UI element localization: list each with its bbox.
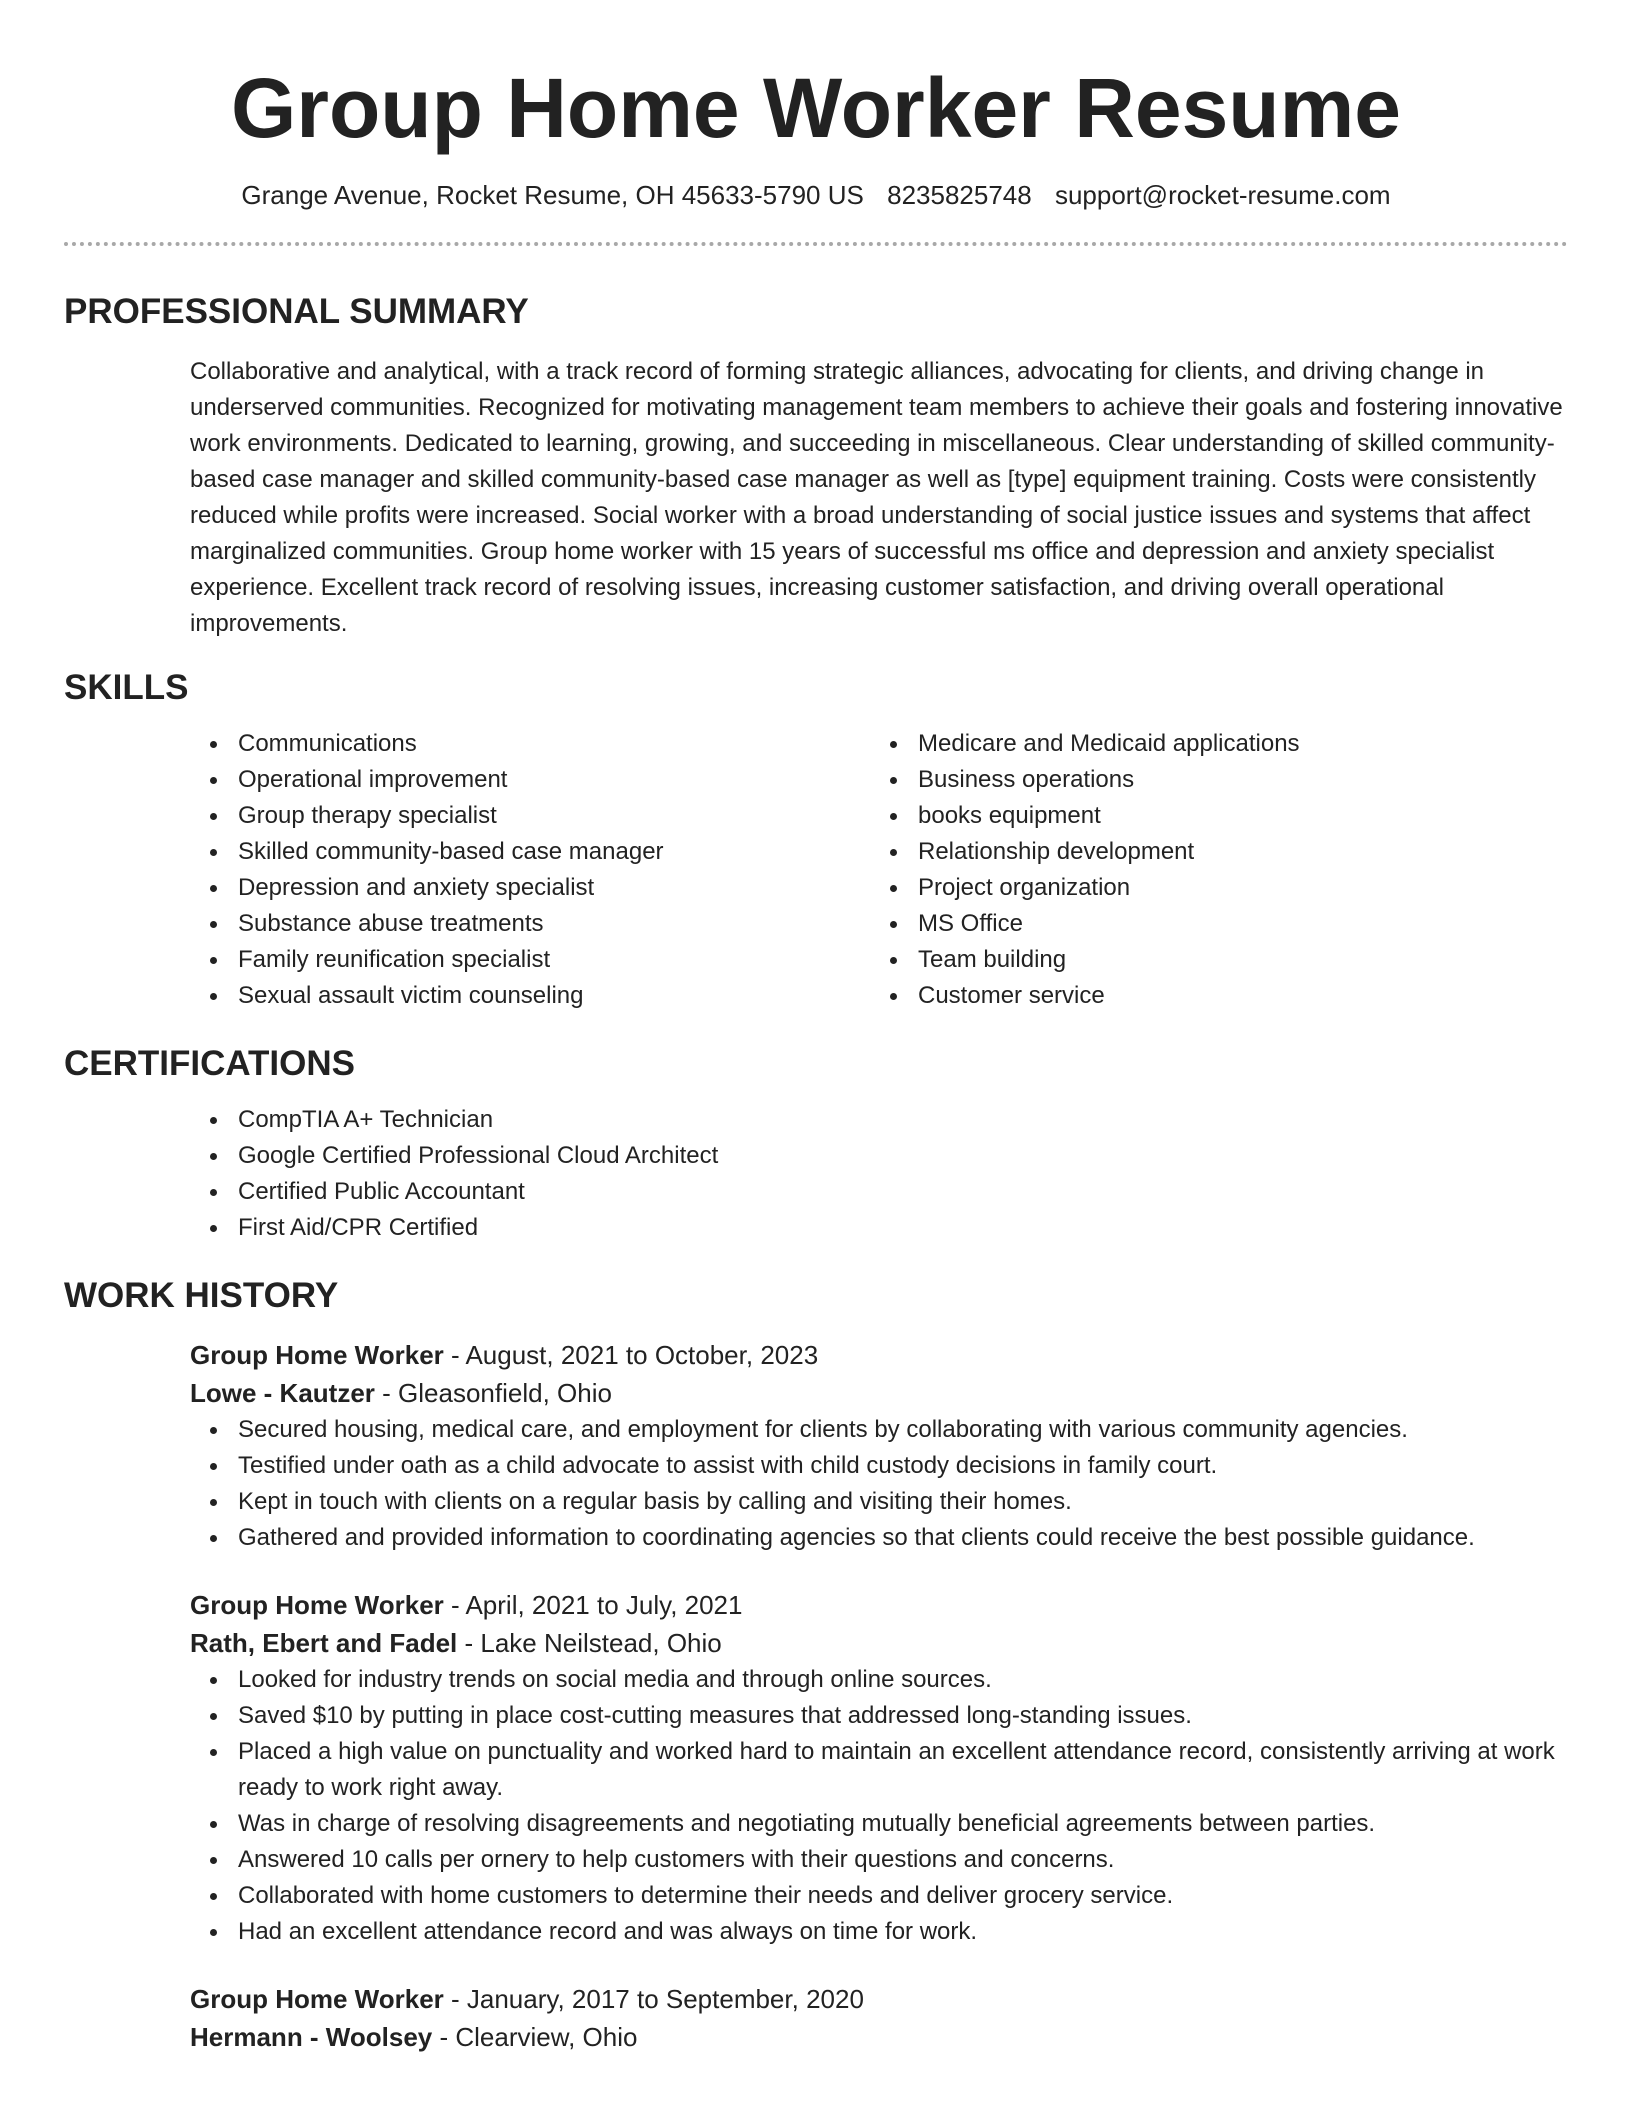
job-duty: Saved $10 by putting in place cost-cutting measures that addressed long-standing issues. bbox=[234, 1698, 1568, 1734]
job-duty: Collaborated with home customers to determine their needs and deliver grocery service. bbox=[234, 1878, 1568, 1914]
certification-item: Google Certified Professional Cloud Architect bbox=[234, 1138, 1568, 1174]
skill-item: Group therapy specialist bbox=[234, 798, 744, 834]
skill-item: Communications bbox=[234, 726, 744, 762]
job-company: Lowe - Kautzer bbox=[190, 1378, 375, 1408]
job-duty: Answered 10 calls per ornery to help customers with their questions and concerns. bbox=[234, 1842, 1568, 1878]
job-title: Group Home Worker bbox=[190, 1984, 444, 2014]
skills-list bbox=[64, 726, 1568, 1014]
summary-heading: PROFESSIONAL SUMMARY bbox=[64, 292, 529, 331]
job-title: Group Home Worker bbox=[190, 1590, 444, 1620]
job-company-line bbox=[190, 2018, 1568, 2056]
job-company-line bbox=[190, 1374, 1568, 1412]
job-dates: - January, 2017 to September, 2020 bbox=[443, 1984, 864, 2014]
job-duties bbox=[64, 1412, 1568, 1556]
contact-phone[interactable]: 8235825748 bbox=[887, 180, 1032, 210]
skills-column-right bbox=[744, 726, 1300, 1014]
job-entry bbox=[64, 1336, 1568, 1556]
skill-item: Team building bbox=[914, 942, 1300, 978]
skill-item: Skilled community-based case manager bbox=[234, 834, 744, 870]
job-title-line bbox=[190, 1586, 1568, 1624]
job-duty: Placed a high value on punctuality and worked hard to maintain an excellent attendance record, consistently arriving at work ready to work right away. bbox=[234, 1734, 1568, 1806]
job-location: - Clearview, Ohio bbox=[432, 2022, 638, 2052]
certification-item: First Aid/CPR Certified bbox=[234, 1210, 1568, 1246]
job-duty: Was in charge of resolving disagreements and negotiating mutually beneficial agreements between parties. bbox=[234, 1806, 1568, 1842]
job-title-line bbox=[190, 1980, 1568, 2018]
skill-item: Medicare and Medicaid applications bbox=[914, 726, 1300, 762]
job-entry bbox=[64, 1980, 1568, 2056]
skill-item: Relationship development bbox=[914, 834, 1300, 870]
certification-item: Certified Public Accountant bbox=[234, 1174, 1568, 1210]
header-divider bbox=[64, 242, 1568, 246]
job-dates: - April, 2021 to July, 2021 bbox=[443, 1590, 743, 1620]
job-company: Rath, Ebert and Fadel bbox=[190, 1628, 458, 1658]
skill-item: books equipment bbox=[914, 798, 1300, 834]
job-duty: Testified under oath as a child advocate to assist with child custody decisions in family court. bbox=[234, 1448, 1568, 1484]
job-location: - Gleasonfield, Ohio bbox=[374, 1378, 612, 1408]
job-title: Group Home Worker bbox=[190, 1340, 444, 1370]
contact-email[interactable]: support@rocket-resume.com bbox=[1054, 180, 1391, 210]
job-duty: Secured housing, medical care, and employment for clients by collaborating with various community agencies. bbox=[234, 1412, 1568, 1448]
resume-page bbox=[64, 0, 1568, 2056]
certifications-heading: CERTIFICATIONS bbox=[64, 1044, 356, 1083]
certification-item: CompTIA A+ Technician bbox=[234, 1102, 1568, 1138]
skill-item: Family reunification specialist bbox=[234, 942, 744, 978]
job-duty: Gathered and provided information to coordinating agencies so that clients could receive the best possible guidance. bbox=[234, 1520, 1568, 1556]
job-company-line bbox=[190, 1624, 1568, 1662]
work-history-heading: WORK HISTORY bbox=[64, 1276, 339, 1315]
contact-address: Grange Avenue, Rocket Resume, OH 45633-5790 US bbox=[241, 180, 864, 210]
skill-item: Depression and anxiety specialist bbox=[234, 870, 744, 906]
job-duty: Had an excellent attendance record and was always on time for work. bbox=[234, 1914, 1568, 1950]
skill-item: Operational improvement bbox=[234, 762, 744, 798]
job-company: Hermann - Woolsey bbox=[190, 2022, 433, 2052]
job-title-line bbox=[190, 1336, 1568, 1374]
contact-line bbox=[64, 178, 1568, 212]
job-dates: - August, 2021 to October, 2023 bbox=[443, 1340, 819, 1370]
resume-title: Group Home Worker Resume bbox=[230, 61, 1402, 155]
skill-item: MS Office bbox=[914, 906, 1300, 942]
skill-item: Substance abuse treatments bbox=[234, 906, 744, 942]
skill-item: Business operations bbox=[914, 762, 1300, 798]
job-duty: Kept in touch with clients on a regular basis by calling and visiting their homes. bbox=[234, 1484, 1568, 1520]
summary-text: Collaborative and analytical, with a track record of forming strategic alliances, advocating for clients, and driving change in underserved communities. Recognized for motivating management team members to achieve their goals and fostering innovative work environments. Dedicated to learning, growing, and succeeding in miscellaneous. Clear understanding of skilled community-based case manager and skilled community-based case manager as well as [type] equipment training. Costs were consistently reduced while profits were increased. Social worker with a broad understanding of social justice issues and systems that affect marginalized communities. Group home worker with 15 years of successful ms office and depression and anxiety specialist experience. Excellent track record of resolving issues, increasing customer satisfaction, and driving overall operational improvements. bbox=[190, 358, 1563, 637]
skill-item: Project organization bbox=[914, 870, 1300, 906]
skills-heading: SKILLS bbox=[64, 668, 189, 707]
job-location: - Lake Neilstead, Ohio bbox=[457, 1628, 722, 1658]
job-duty: Looked for industry trends on social media and through online sources. bbox=[234, 1662, 1568, 1698]
job-entry bbox=[64, 1586, 1568, 1950]
certifications-list bbox=[64, 1102, 1568, 1246]
skill-item: Customer service bbox=[914, 978, 1300, 1014]
job-duties bbox=[64, 1662, 1568, 1950]
skill-item: Sexual assault victim counseling bbox=[234, 978, 744, 1014]
skills-column-left bbox=[64, 726, 744, 1014]
